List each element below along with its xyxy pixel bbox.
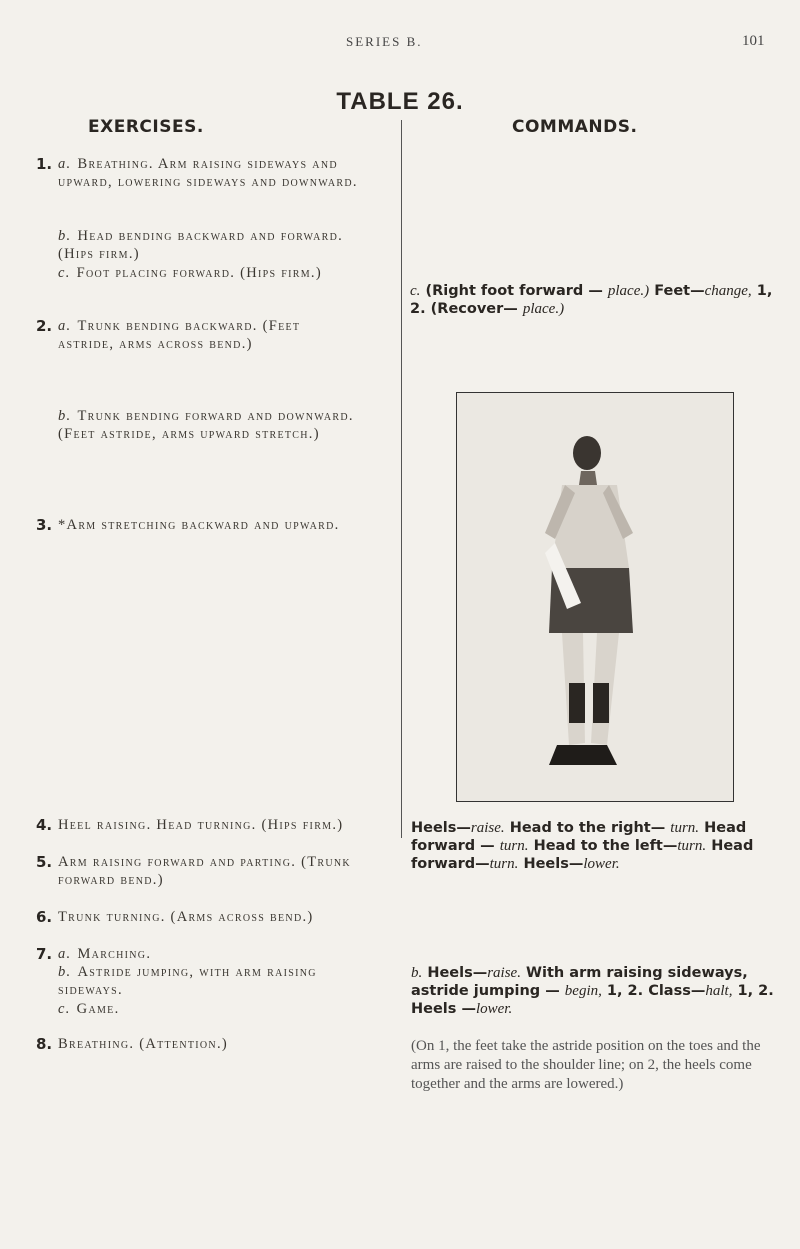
sub-letter: b.: [58, 964, 72, 980]
exercise-text: Heel raising. Head turning. (Hips firm.): [58, 817, 344, 833]
exercise-text: Head bending backward and forward. (Hips firm.): [58, 228, 344, 262]
exercise-1b: [58, 228, 358, 263]
command-word: place.): [607, 283, 650, 299]
column-divider: [401, 120, 402, 838]
sub-letter: b.: [411, 965, 423, 981]
command-1c: [410, 282, 784, 318]
command-word: turn.: [489, 856, 519, 872]
sub-letter: b.: [58, 228, 72, 244]
exercise-number: 8.: [36, 1035, 53, 1053]
command-text: Head forward—: [411, 838, 754, 872]
exercise-5: [36, 853, 358, 889]
running-head: SERIES B.: [346, 34, 423, 49]
sub-letter: c.: [58, 265, 71, 281]
command-word: halt,: [705, 983, 733, 999]
exercise-text: Foot placing forward. (Hips firm.): [76, 265, 322, 281]
command-text: Head forward —: [411, 820, 747, 854]
command-text: 1, 2. Class—: [601, 983, 706, 999]
exercise-text: Breathing. Arm raising sideways and upward, lowering sideways and downward.: [58, 156, 358, 190]
exercise-8: [36, 1035, 358, 1054]
exercise-text: *Arm stretching backward and upward.: [58, 517, 340, 533]
exercise-number: 7.: [36, 945, 53, 963]
table-title: TABLE 26.: [336, 88, 464, 115]
command-word: turn.: [670, 820, 700, 836]
exercise-text: Arm raising forward and parting. (Trunk forward bend.): [58, 854, 351, 888]
exercise-7: [36, 945, 358, 964]
exercise-text: Game.: [76, 1001, 120, 1017]
exercise-text: Astride jumping, with arm raising sideways.: [58, 964, 317, 998]
command-word: change,: [704, 283, 752, 299]
sub-letter: c.: [410, 283, 421, 299]
exercise-number: 3.: [36, 516, 53, 534]
gymnast-photo: [456, 392, 734, 802]
gymnast-figure-icon: [457, 393, 733, 801]
exercise-number: 1.: [36, 155, 53, 173]
exercise-number: 5.: [36, 853, 53, 871]
command-word: place.): [522, 301, 565, 317]
sub-letter: c.: [58, 1001, 71, 1017]
command-text: Head to the right—: [504, 820, 666, 836]
command-text: 1, 2. (Recover—: [410, 283, 773, 317]
command-text: With arm raising sideways, astride jumping —: [411, 965, 748, 999]
commands-heading: COMMANDS.: [512, 117, 638, 137]
exercise-text: Trunk bending forward and downward. (Feet astride, arms upward stretch.): [58, 408, 354, 442]
command-text: Heels—: [411, 820, 471, 836]
command-word: turn.: [677, 838, 707, 854]
command-word: begin,: [564, 983, 602, 999]
exercise-text: Marching.: [77, 946, 152, 962]
exercises-heading: EXERCISES.: [88, 117, 204, 137]
exercise-number: 4.: [36, 816, 53, 834]
exercise-3: [36, 516, 358, 535]
command-text: (Right foot forward —: [425, 283, 603, 299]
exercise-1c: [58, 265, 358, 283]
exercise-4: [36, 816, 358, 835]
exercise-2: [36, 317, 358, 353]
command-word: lower.: [475, 1001, 513, 1017]
command-word: lower.: [583, 856, 620, 872]
command-text: Heels—: [518, 856, 584, 872]
command-note: (On 1, the feet take the astride position on the toes and the arms are raised to the shoulder line; on 2, the heels come together and the arms are lowered.): [411, 1038, 761, 1092]
exercise-7c: [58, 1001, 358, 1019]
exercise-number: 6.: [36, 908, 53, 926]
exercise-7b: [58, 964, 358, 999]
exercise-text: Trunk bending backward. (Feet astride, arms across bend.): [58, 318, 301, 352]
command-7b: [411, 964, 789, 1018]
sub-letter: b.: [58, 408, 72, 424]
exercise-text: Breathing. (Attention.): [58, 1036, 228, 1052]
command-text: 1, 2. Heels —: [411, 983, 774, 1017]
command-4: [411, 819, 789, 873]
exercise-2b: [58, 408, 358, 443]
sub-letter: a.: [58, 946, 72, 962]
page-number: 101: [742, 33, 765, 49]
command-text: Head to the left—: [528, 838, 678, 854]
sub-letter: a.: [58, 156, 72, 172]
exercise-text: Trunk turning. (Arms across bend.): [58, 909, 314, 925]
command-text: Heels—: [427, 965, 488, 981]
sub-letter: a.: [58, 318, 72, 334]
exercise-6: [36, 908, 358, 927]
command-word: raise.: [470, 820, 505, 836]
command-word: raise.: [487, 965, 521, 981]
command-text: Feet—: [654, 283, 705, 299]
exercise-number: 2.: [36, 317, 53, 335]
exercise-1: [36, 155, 358, 191]
command-word: turn.: [499, 838, 529, 854]
